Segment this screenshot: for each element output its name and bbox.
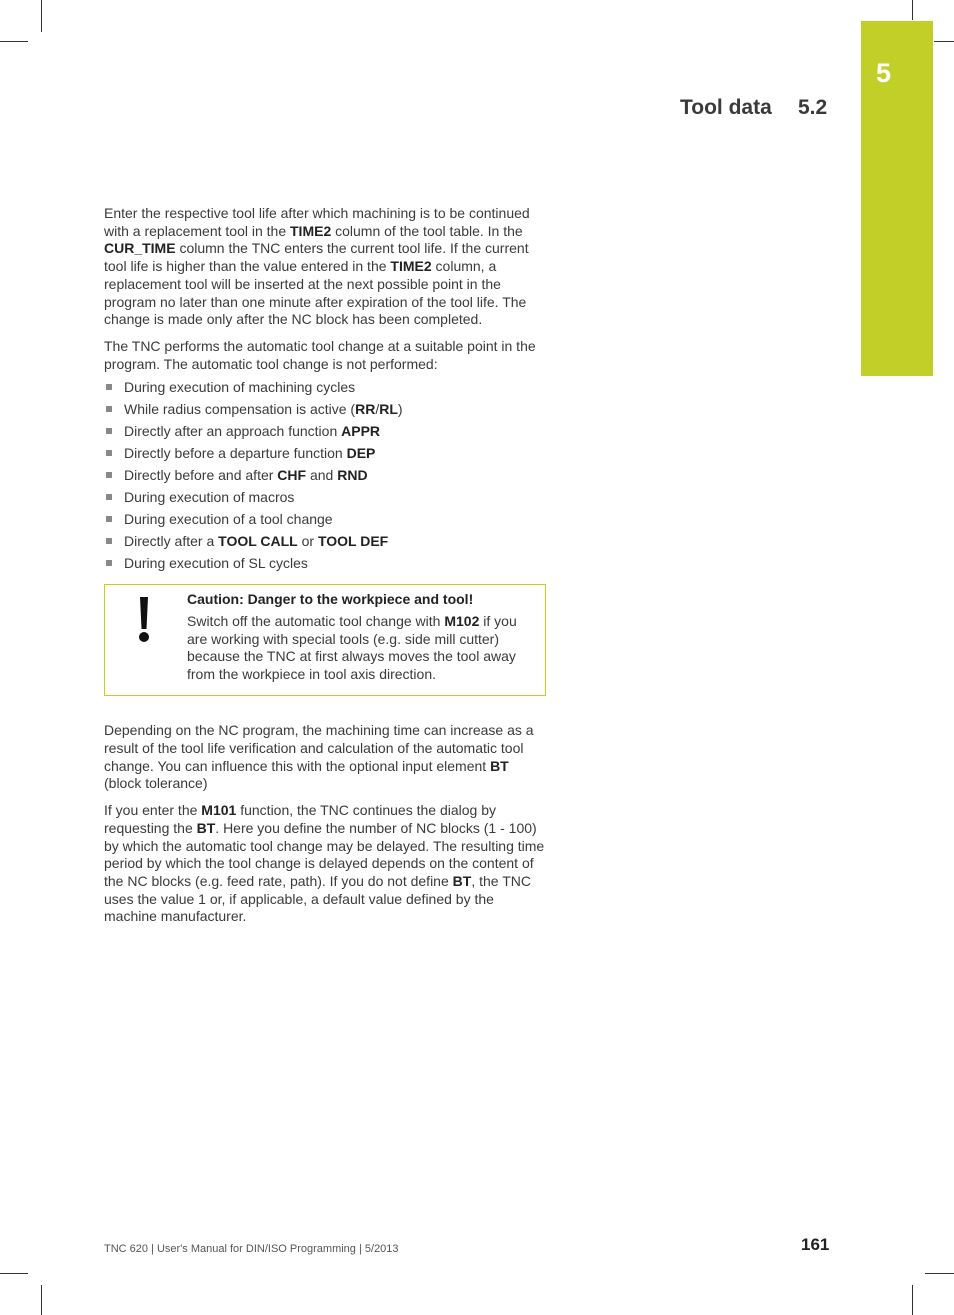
text-run: function, the TNC continues the dialog by requesting the: [104, 802, 497, 836]
bullet-square-icon: [106, 450, 112, 456]
keyword: APPR: [341, 423, 381, 440]
text-run: ): [397, 401, 403, 418]
list-item: [104, 376, 546, 398]
text-run: , the TNC uses the value 1 or, if applicable, a default value defined by the machine manufacturer.: [104, 872, 531, 925]
text-run: Enter the respective tool life after which machining is to be continued with a replacement tool in the: [104, 205, 530, 239]
text-run: While radius compensation is active (: [124, 401, 356, 418]
list-item: [104, 398, 546, 420]
bullet-square-icon: [106, 384, 112, 390]
text-run: If you enter the: [104, 802, 202, 819]
crop-mark: [41, 0, 42, 32]
text-run: column of the tool table. In the: [331, 222, 523, 239]
keyword: DEP: [346, 445, 376, 462]
running-header: [680, 96, 840, 126]
paragraph-m101: [104, 802, 546, 926]
keyword: RL: [379, 401, 398, 418]
bullet-square-icon: [106, 516, 112, 522]
text-run: if you are working with special tools (e.g. side mill cutter) because the TNC at first always moves the tool away from the workpiece in tool axis direction.: [187, 613, 517, 683]
text-run: During execution of SL cycles: [124, 555, 308, 572]
main-content: [104, 205, 546, 935]
keyword: BT: [196, 819, 216, 836]
crop-mark: [0, 1273, 28, 1274]
keyword: CHF: [277, 467, 307, 484]
keyword: TIME2: [390, 258, 432, 275]
bullet-square-icon: [106, 406, 112, 412]
text-run: column, a replacement tool will be inserted at the next possible point in the program no later than one minute after expiration of the tool life. The change is made only after the NC block has been completed.: [104, 258, 527, 328]
text-run: or: [297, 533, 318, 550]
list-item: [104, 530, 546, 552]
header-section: 5.2: [798, 96, 828, 119]
footer-text: TNC 620 | User's Manual for DIN/ISO Programming | 5/2013: [104, 1243, 399, 1255]
bullet-square-icon: [106, 538, 112, 544]
bullet-square-icon: [106, 472, 112, 478]
exclamation-icon: [136, 597, 152, 643]
caution-text: [187, 591, 532, 684]
bullet-square-icon: [106, 428, 112, 434]
list-item: [104, 442, 546, 464]
crop-mark: [0, 41, 28, 42]
paragraph-machining-time: [104, 722, 546, 793]
caution-box: [104, 584, 546, 696]
text-run: During execution of a tool change: [124, 511, 333, 528]
text-run: Depending on the NC program, the machining time can increase as a result of the tool life verification and calculation of the automatic tool change. You can influence this with the optional input element: [104, 722, 534, 774]
keyword: M101: [201, 802, 237, 819]
caution-title: Caution: Danger to the workpiece and tool!: [187, 591, 474, 608]
crop-mark: [41, 1285, 42, 1315]
keyword: BT: [452, 872, 472, 889]
keyword: M102: [444, 613, 480, 630]
text-run: Switch off the automatic tool change with: [187, 613, 445, 630]
text-run: column the TNC enters the current tool life. If the current tool life is higher than the value entered in the: [104, 240, 529, 275]
crop-mark: [912, 1285, 913, 1315]
text-run: During execution of macros: [124, 489, 295, 506]
bullet-square-icon: [106, 560, 112, 566]
chapter-number: 5: [875, 58, 892, 88]
list-item: [104, 486, 546, 508]
keyword: CUR_TIME: [104, 240, 176, 257]
text-run: Directly before and after: [124, 467, 278, 484]
keyword: BT: [490, 757, 509, 774]
text-run: /: [375, 401, 380, 418]
list-item: [104, 552, 546, 574]
crop-mark: [925, 1273, 954, 1274]
bullet-square-icon: [106, 494, 112, 500]
text-run: Directly after a: [124, 533, 219, 550]
list-item: [104, 464, 546, 486]
keyword: TOOL DEF: [317, 533, 389, 550]
keyword: RR: [355, 401, 376, 418]
list-item: [104, 508, 546, 530]
exceptions-list: [104, 376, 546, 574]
keyword: TIME2: [290, 222, 332, 239]
paragraph-auto-change: The TNC performs the automatic tool change at a suitable point in the program. The automatic tool change is not performed:: [104, 337, 536, 372]
keyword: RND: [337, 467, 368, 484]
list-item: [104, 420, 546, 442]
text-run: Directly after an approach function: [124, 423, 342, 440]
text-run: Directly before a departure function: [124, 445, 347, 462]
text-run: and: [306, 467, 338, 484]
crop-mark: [934, 41, 954, 42]
keyword: TOOL CALL: [218, 533, 298, 550]
header-title: Tool data: [680, 96, 772, 119]
paragraph-tool-life: [104, 205, 546, 329]
caution-body: [187, 613, 532, 684]
text-run: . Here you define the number of NC blocks (1 - 100) by which the automatic tool change may be delayed. The resulting time period by which the tool change is delayed depends on the content of the NC blocks (e.g. feed rate, path). If you do not define: [104, 819, 545, 889]
crop-mark: [912, 0, 913, 20]
text-run: During execution of machining cycles: [124, 379, 356, 396]
text-run: (block tolerance): [104, 775, 208, 792]
page-number: 161: [801, 1235, 830, 1254]
